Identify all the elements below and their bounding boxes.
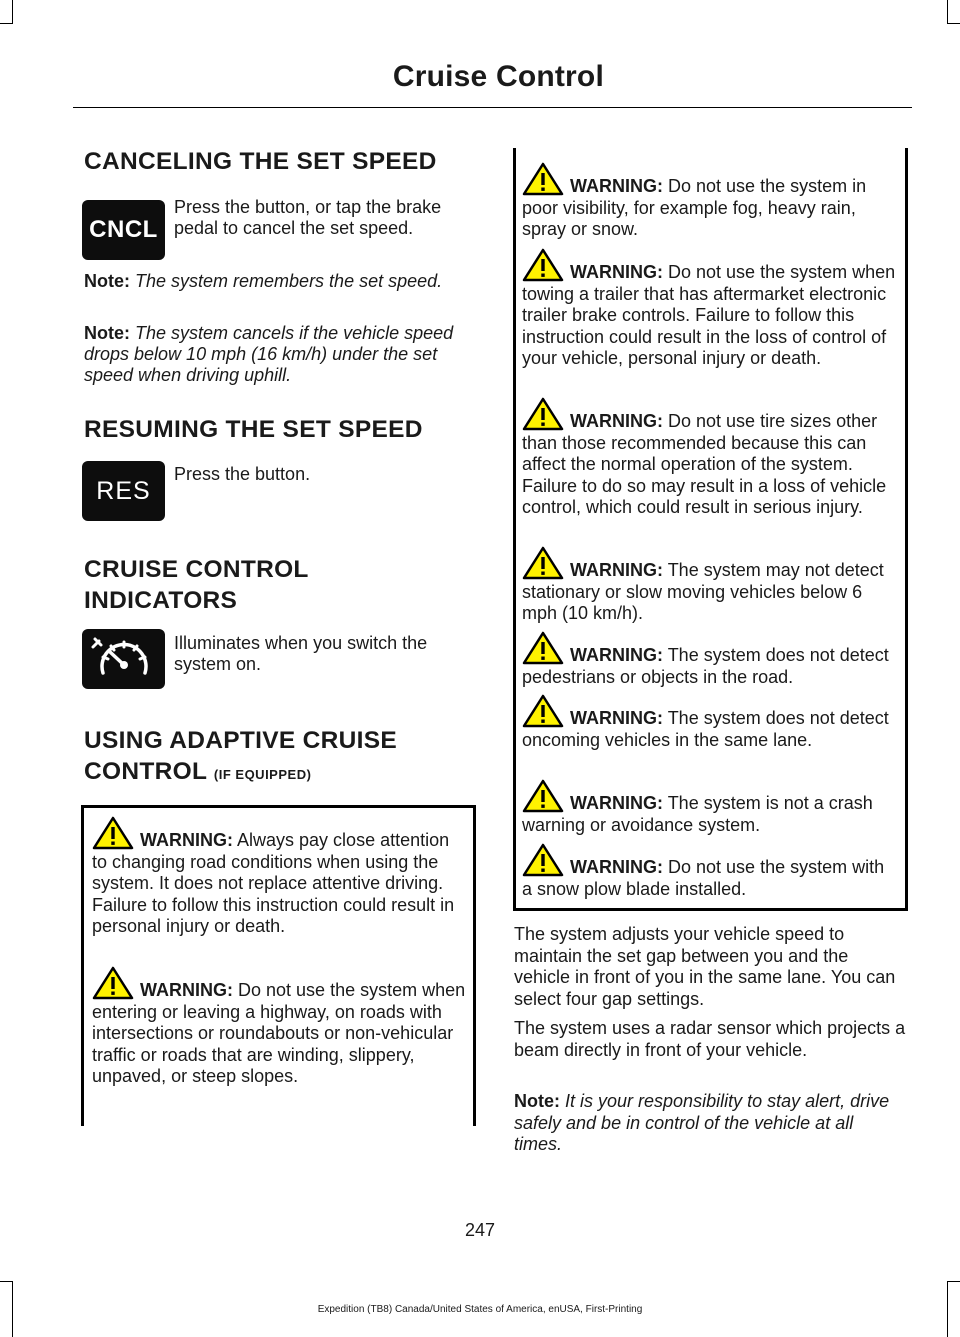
if-equipped-label: (IF EQUIPPED) xyxy=(213,767,312,782)
warning-triangle-icon xyxy=(522,248,564,282)
note-text: The system cancels if the vehicle speed drops below 10 mph (16 km/h) under the set speed when driving uphill. xyxy=(84,323,454,385)
heading-resuming: RESUMING THE SET SPEED xyxy=(84,416,423,443)
warning-text: The system may not detect stationary or slow moving vehicles below 6 mph (10 km/h). xyxy=(522,560,884,623)
heading-adaptive-line1: USING ADAPTIVE CRUISE xyxy=(84,727,398,754)
note-remembers xyxy=(84,271,476,292)
warning-right-4 xyxy=(522,546,898,625)
warning-text: The system does not detect pedestrians or objects in the road. xyxy=(522,645,889,687)
speedometer-icon xyxy=(82,629,165,689)
warning-right-3 xyxy=(522,397,898,519)
warning-triangle-icon xyxy=(92,816,134,850)
crop-mark xyxy=(947,23,960,24)
note-label: Note: xyxy=(514,1091,560,1111)
warning-right-8 xyxy=(522,843,898,900)
note-text: The system remembers the set speed. xyxy=(135,271,443,291)
crop-mark xyxy=(0,23,13,24)
warning-label: WARNING: xyxy=(570,645,663,665)
res-button-icon xyxy=(82,461,165,521)
note-responsibility xyxy=(514,1091,906,1156)
warning-text: Always pay close attention to changing road conditions when using the system. It does not replace attentive driving. Failure to follow this instruction could result in personal injury or death. xyxy=(92,830,455,936)
cancel-text: Press the button, or tap the brake pedal to cancel the set speed. xyxy=(174,197,442,238)
warning-text: Do not use the system when towing a trailer that has aftermarket electronic trailer brake controls. Failure to follow this instruction could result in the loss of control of your vehicle, personal injury or death. xyxy=(522,262,896,368)
warning-label: WARNING: xyxy=(570,560,663,580)
warning-triangle-icon xyxy=(92,966,134,1000)
resume-text: Press the button. xyxy=(174,464,311,484)
warning-triangle-icon xyxy=(522,843,564,877)
warning-text: The system is not a crash warning or avoidance system. xyxy=(522,793,873,835)
warning-triangle-icon xyxy=(522,546,564,580)
warning-text: Do not use the system in poor visibility, for example fog, heavy rain, spray or snow. xyxy=(522,176,867,239)
warning-text: Do not use the system with a snow plow blade installed. xyxy=(522,857,885,899)
warning-label: WARNING: xyxy=(140,980,233,1000)
cncl-button-icon xyxy=(82,200,165,260)
warning-label: WARNING: xyxy=(570,176,663,196)
cncl-label: CNCL xyxy=(89,216,158,243)
warning-triangle-icon xyxy=(522,779,564,813)
warning-right-6 xyxy=(522,694,898,751)
warning-right-1 xyxy=(522,162,898,241)
warning-label: WARNING: xyxy=(570,857,663,877)
res-label: RES xyxy=(96,476,151,505)
heading-adaptive xyxy=(84,725,397,790)
heading-indicators xyxy=(84,554,309,616)
warning-text: Do not use the system when entering or leaving a highway, on roads with intersections or roundabouts or non-vehicular traffic or roads that are winding, slippery, unpaved, or steep slopes. xyxy=(92,980,466,1086)
warning-triangle-icon xyxy=(522,397,564,431)
warning-text: The system does not detect oncoming vehicles in the same lane. xyxy=(522,708,889,750)
warning-text: Do not use tire sizes other than those recommended because this can affect the normal operation of the system. Failure to do so may result in a loss of vehicle control, which could result in serious injury. xyxy=(522,411,887,517)
warning-triangle-icon xyxy=(522,631,564,665)
note-label: Note: xyxy=(84,271,130,291)
warning-label: WARNING: xyxy=(570,262,663,282)
warning-left-2 xyxy=(92,966,468,1088)
warning-right-2 xyxy=(522,248,898,370)
heading-adaptive-line2: CONTROL xyxy=(84,758,207,785)
header-rule xyxy=(73,107,912,108)
indicators-text: Illuminates when you switch the system on. xyxy=(174,633,428,674)
crop-mark xyxy=(947,1281,960,1282)
paragraph-gap-settings: The system adjusts your vehicle speed to maintain the set gap between you and the vehicle in front of you in the same lane. You can select four gap settings. xyxy=(514,924,896,1009)
note-label: Note: xyxy=(84,323,130,343)
warning-triangle-icon xyxy=(522,694,564,728)
note-cancels xyxy=(84,323,476,386)
page-header-title: Cruise Control xyxy=(392,60,604,93)
crop-mark xyxy=(0,1281,13,1282)
page-number: 247 xyxy=(464,1220,496,1240)
warning-label: WARNING: xyxy=(140,830,233,850)
speedometer-glyph xyxy=(89,633,159,685)
warning-right-7 xyxy=(522,779,898,836)
crop-mark xyxy=(947,0,948,24)
warning-right-5 xyxy=(522,631,900,688)
heading-indicators-line2: INDICATORS xyxy=(84,587,238,614)
warning-label: WARNING: xyxy=(570,708,663,728)
paragraph-radar: The system uses a radar sensor which projects a beam directly in front of your vehicle. xyxy=(514,1018,906,1060)
warning-label: WARNING: xyxy=(570,411,663,431)
heading-indicators-line1: CRUISE CONTROL xyxy=(84,556,309,583)
crop-mark xyxy=(12,0,13,24)
heading-canceling: CANCELING THE SET SPEED xyxy=(84,148,437,175)
warning-triangle-icon xyxy=(522,162,564,196)
warning-label: WARNING: xyxy=(570,793,663,813)
note-text: It is your responsibility to stay alert, drive safely and be in control of the vehicle at all times. xyxy=(514,1091,890,1154)
footer-text: Expedition (TB8) Canada/United States of America, enUSA, First-Printing xyxy=(317,1304,643,1315)
warning-left-1 xyxy=(92,816,466,938)
